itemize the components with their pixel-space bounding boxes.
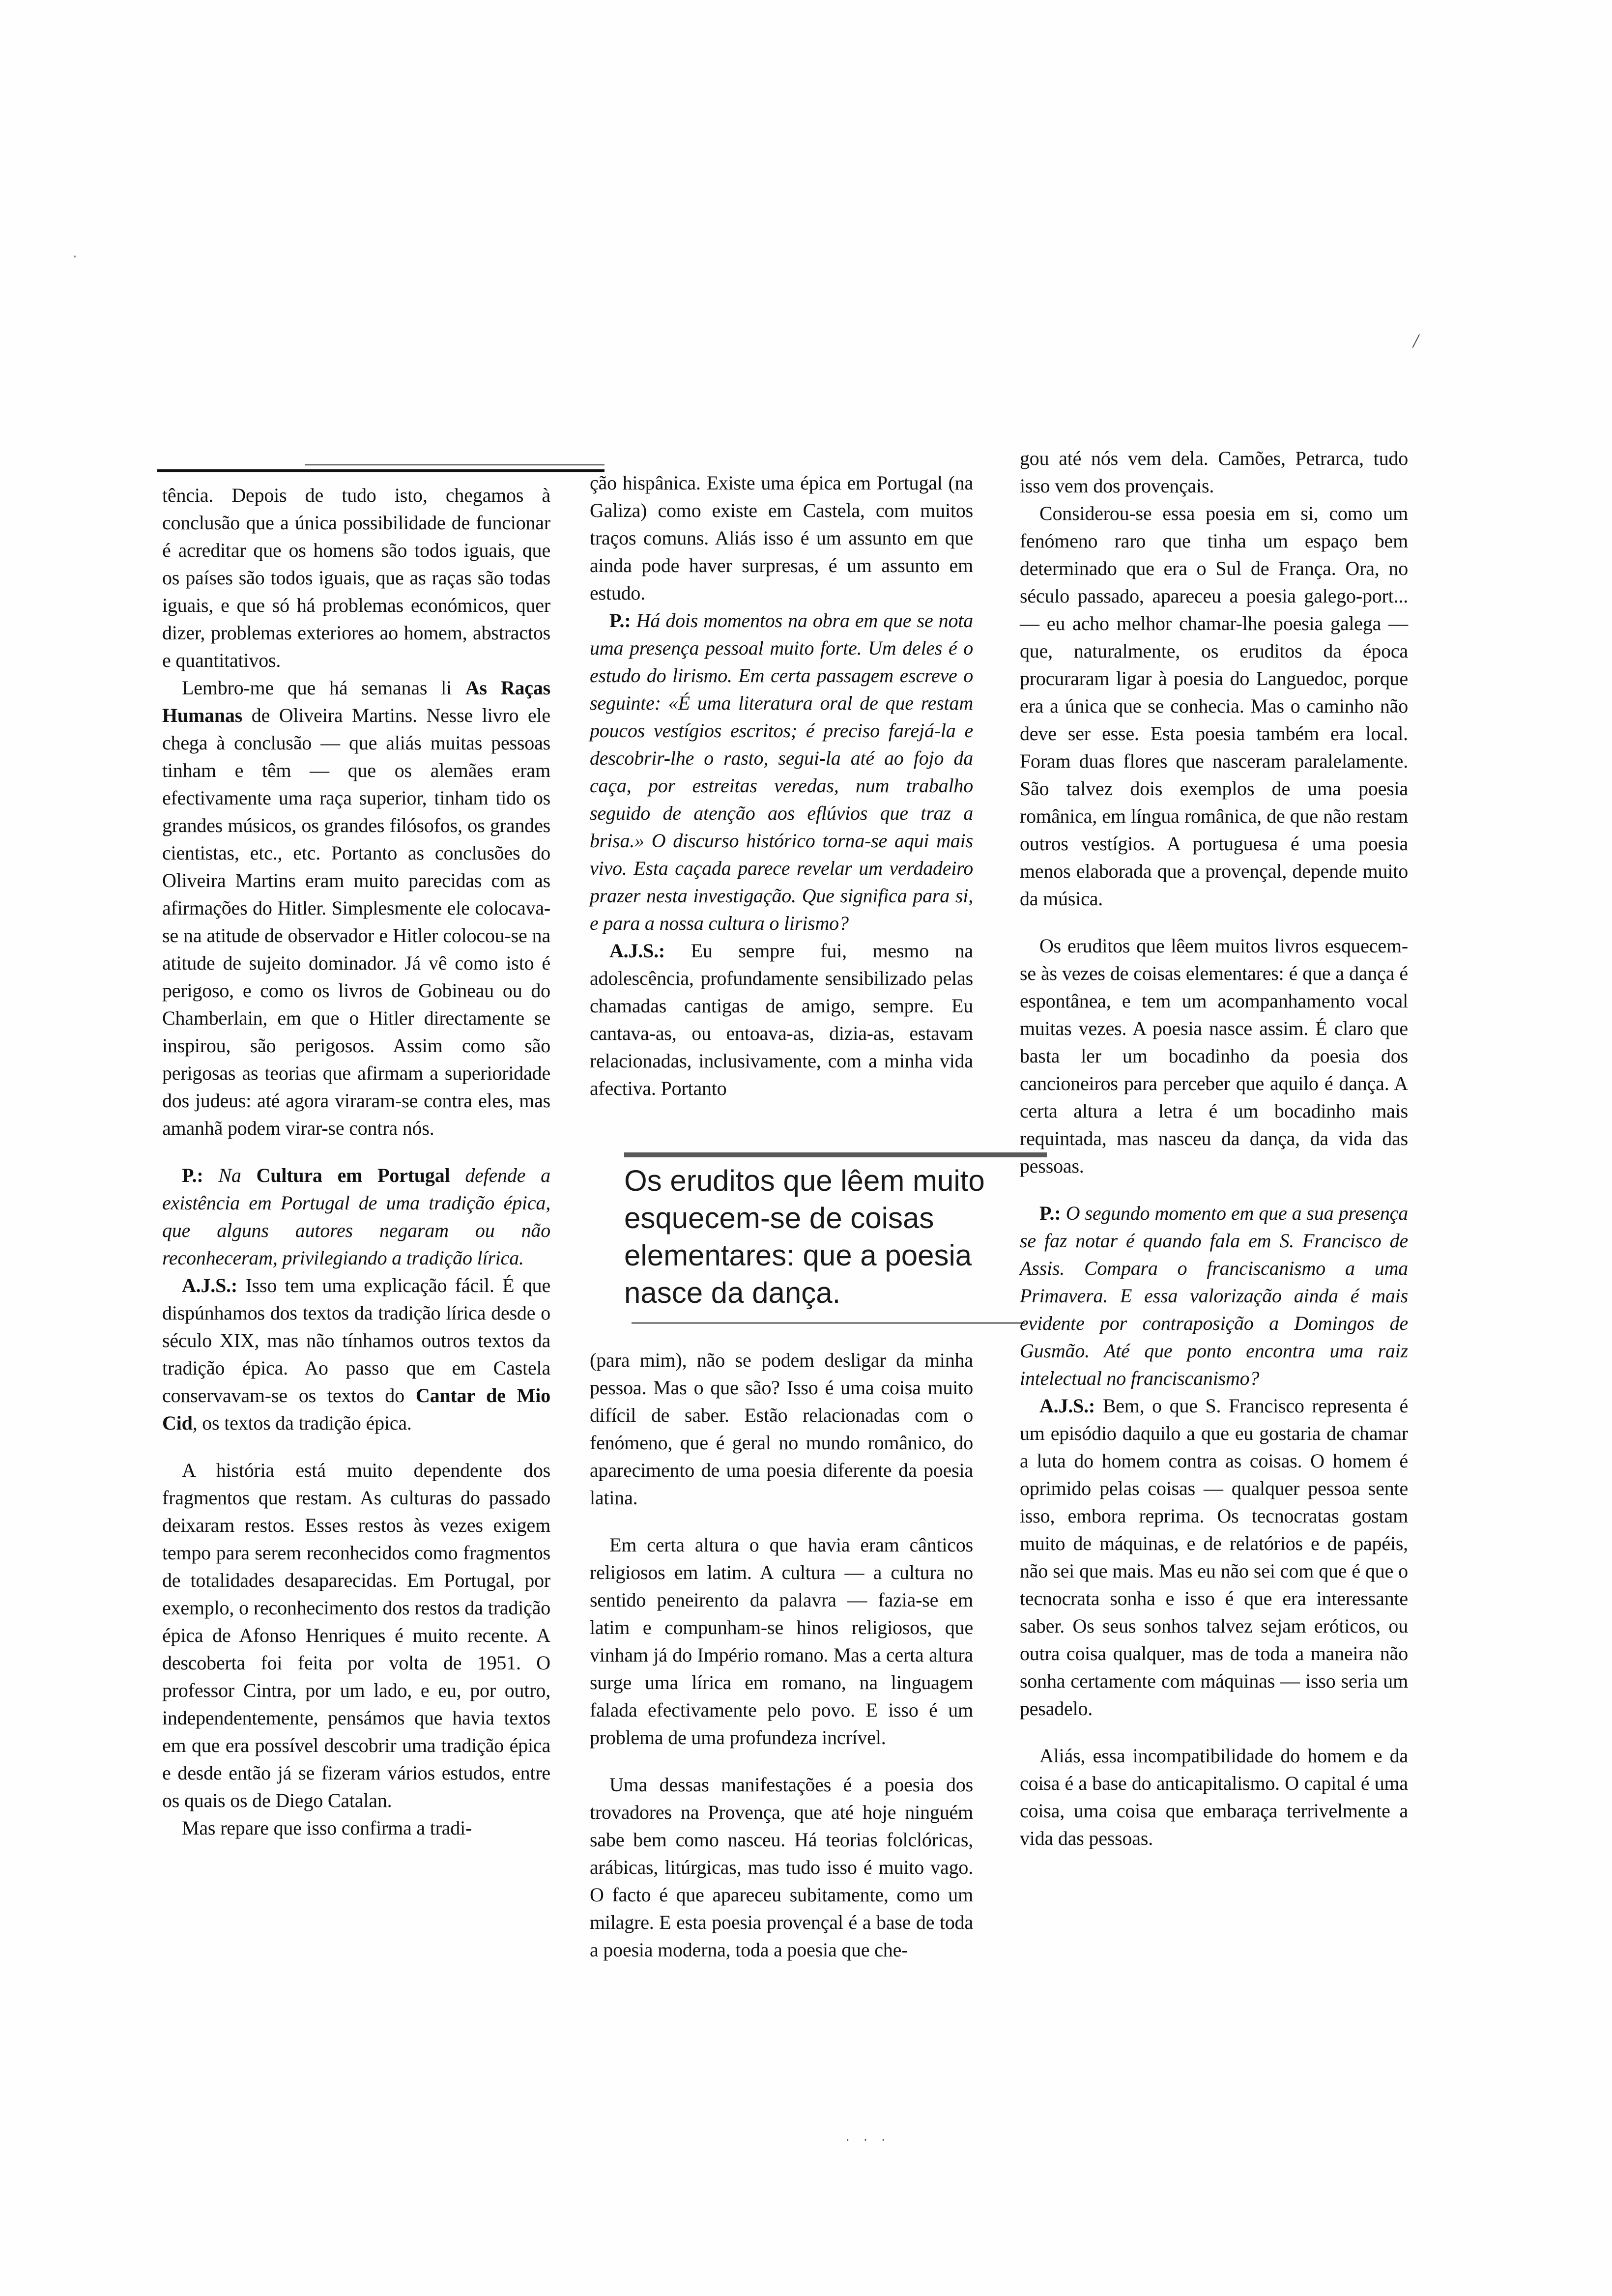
pull-quote-text: Os eruditos que lêem muito esquecem-se de coisas elementares: que a poesia nasce da dança. (624, 1164, 985, 1309)
speaker-label: A.J.S.: (182, 1274, 238, 1296)
top-rule-thin (305, 464, 604, 465)
pull-quote (624, 1162, 1027, 1312)
column-1 (162, 482, 550, 1842)
question-paragraph (162, 1162, 550, 1272)
question-paragraph (1020, 1200, 1408, 1392)
speaker-label: P.: (1039, 1202, 1061, 1224)
text-run: Há dois momentos na obra em que se nota uma presença pessoal muito forte. Um deles é o estudo do lirismo. Em certa passagem escreve o seguinte: «É uma literatura oral de que restam poucos vestígios escritos; é preciso farejá-la e descobrir-lhe o rasto, segui-la até ao fojo da caça, por estreitas veredas, num trabalho seguido de atenção aos eflúvios que traz a brisa.» O discurso histórico torna-se aqui mais vivo. Esta caçada parece revelar um verdadeiro prazer nesta investigação. Que significa para si, e para a nossa cultura o lirismo? (590, 609, 973, 934)
column-3 (1020, 445, 1408, 1852)
speaker-label: A.J.S.: (609, 940, 665, 962)
speaker-label: A.J.S.: (1039, 1395, 1095, 1417)
text-run: Lembro-me que há semanas li (182, 677, 465, 699)
pull-quote-rule-bottom (632, 1322, 1025, 1324)
top-rule (157, 469, 604, 472)
paragraph: Considerou-se essa poesia em si, como um fenómeno raro que tinha um espaço bem determinado que era o Sul de França. Ora, no século passado, apareceu a poesia galego-port... — eu acho melhor chamar-lhe poesia galega — que, naturalmente, os eruditos da época procuraram ligar à poesia do Languedoc, porque era a única que se conhecia. Mas o caminho não deve ser esse. Esta poesia também era local. Foram duas flores que nasceram paralelamente. São talvez dois exemplos de uma poesia românica, em língua românica, de que não restam outros vestígios. A portuguesa é uma poesia menos elaborada que a provençal, depende muito da música. (1020, 502, 1408, 910)
paragraph: Em certa altura o que havia eram cânticos religiosos em latim. A cultura — a cultura no sentido peneirento da palavra — fazia-se em latim e compunham-se hinos religiosos, que vinham já do Império romano. Mas a certa altura surge uma lírica em romano, na linguagem falada efectivamente pelo povo. E isso é um problema de uma profundeza incrível. (590, 1534, 973, 1749)
page-footer-dots: · · · (845, 2133, 891, 2148)
answer-paragraph (162, 1272, 550, 1437)
speaker-label: P.: (182, 1164, 203, 1186)
pull-quote-rule-top (624, 1152, 1047, 1157)
book-title: Cultura em Portugal (256, 1164, 450, 1186)
book-title: As Raças Humanas (162, 677, 551, 726)
paragraph: tência. Depois de tudo isto, chegamos à conclusão que a única possibilidade de funcionar é acreditar que os homens são todos iguais, que os países são todos iguais, que as raças são todas iguais, e que só há problemas económicos, quer dizer, problemas exteriores ao homem, abstractos e quantitativos. (162, 484, 550, 671)
column-2-continued (590, 1347, 973, 1964)
margin-mark: / (1413, 330, 1419, 352)
text-run: , os textos da tradição épica. (192, 1412, 412, 1434)
text-run: O segundo momento em que a sua presença se faz notar é quando fala em S. Francisco de Assis. Compara o franciscanismo a uma Primavera. E essa valorização ainda é mais evidente por contraposição a Domingos de Gusmão. Até que ponto encontra uma raiz intelectual no franciscanismo? (1020, 1202, 1408, 1389)
speaker-label: P.: (609, 609, 631, 631)
paragraph: Mas repare que isso confirma a tradi- (182, 1817, 472, 1839)
paragraph (162, 674, 550, 1142)
answer-paragraph (1020, 1392, 1408, 1722)
question-paragraph (590, 607, 973, 937)
column-2 (590, 469, 973, 1102)
text-run: Eu sempre fui, mesmo na adolescência, profundamente sensibilizado pelas chamadas cantigas de amigo, sempre. Eu cantava-as, ou entoava-as, dizia-as, estavam relacionadas, inclusivamente, com a minha vida afectiva. Portanto (590, 940, 973, 1099)
scan-speck (74, 256, 76, 258)
paragraph: gou até nós vem dela. Camões, Petrarca, tudo isso vem dos provençais. (1020, 447, 1408, 497)
paragraph: Aliás, essa incompatibilidade do homem e da coisa é a base do anticapitalismo. O capital é uma coisa, uma coisa que embaraça terrivelmente a vida das pessoas. (1020, 1745, 1408, 1849)
paragraph: (para mim), não se podem desligar da minha pessoa. Mas o que são? Isso é uma coisa muito difícil de saber. Estão relacionadas com o fenómeno, que é geral no mundo românico, do aparecimento de uma poesia diferente da poesia latina. (590, 1349, 973, 1509)
paragraph: Uma dessas manifestações é a poesia dos trovadores na Provença, que até hoje ninguém sabe bem como nasceu. Há teorias folclóricas, arábicas, litúrgicas, mas tudo isso é muito vago. O facto é que apareceu subitamente, como um milagre. E esta poesia provençal é a base de toda a poesia moderna, toda a poesia que che- (590, 1774, 973, 1961)
text-run: Na (203, 1164, 257, 1186)
book-title: Cantar de Mio Cid (162, 1384, 550, 1434)
text-run: de Oliveira Martins. Nesse livro ele chega à conclusão — que aliás muitas pessoas tinham e têm — que os alemães eram efectivamente uma raça superior, tinham tido os grandes músicos, os grandes filósofos, os grandes cientistas, etc., etc. Portanto as conclusões do Oliveira Martins eram muito parecidas com as afirmações do Hitler. Simplesmente ele colocava-se na atitude de observador e Hitler colocou-se na atitude de sujeito dominador. Já vê como isto é perigoso, e como os livros de Gobineau ou do Chamberlain, em que o Hitler directamente se inspirou, são perigosos. Assim como são perigosas as teorias que afirmam a superioridade dos judeus: até agora viraram-se contra eles, mas amanhã podem virar-se contra nós. (162, 704, 550, 1139)
text-run: Isso tem uma explicação fácil. É que dispúnhamos dos textos da tradição lírica desde o século XIX, mas não tínhamos outros textos da tradição épica. Ao passo que em Castela conservavam-se os textos do (162, 1274, 550, 1406)
paragraph: ção hispânica. Existe uma épica em Portugal (na Galiza) como existe em Castela, com muitos traços comuns. Aliás isso é um assunto em que ainda pode haver surpresas, é um assunto em estudo. (590, 472, 973, 604)
paragraph: A história está muito dependente dos fragmentos que restam. As culturas do passado deixaram restos. Esses restos às vezes exigem tempo para serem reconhecidos como fragmentos de totalidades desaparecidas. Em Portugal, por exemplo, o reconhecimento dos restos da tradição épica de Afonso Henriques é muito recente. A descoberta foi feita por volta de 1951. O professor Cintra, por um lado, e eu, por outro, independentemente, pensámos que havia textos em que era possível descobrir uma tradição épica e desde então já se fizeram vários estudos, entre os quais os de Diego Catalan. (162, 1459, 550, 1811)
answer-paragraph (590, 937, 973, 1102)
paragraph: Os eruditos que lêem muitos livros esquecem-se às vezes de coisas elementares: é que a dança é espontânea, e tem um acompanhamento vocal muitas vezes. A poesia nasce assim. É claro que basta ler um bocadinho da poesia dos cancioneiros para perceber que aquilo é dança. A certa altura a letra é um bocadinho mais requintada, mas nasceu da dança, da vida das pessoas. (1020, 935, 1408, 1177)
text-run: defende a existência em Portugal de uma tradição épica, que alguns autores negaram ou não reconheceram, privilegiando a tradição lírica. (162, 1164, 550, 1269)
text-run: Bem, o que S. Francisco representa é um episódio daquilo a que eu gostaria de chamar a luta do homem contra as coisas. O homem é oprimido pelas coisas — qualquer pessoa sente isso, embora reprima. Os tecnocratas gostam muito de máquinas, e de relatórios e de papéis, não sei que mais. Mas eu não sei com que é que o tecnocrata sonha e isso é que era interessante saber. Os seus sonhos talvez sejam eróticos, ou outra coisa qualquer, mas de toda a maneira não sonha certamente com máquinas — isso seria um pesadelo. (1020, 1395, 1408, 1720)
